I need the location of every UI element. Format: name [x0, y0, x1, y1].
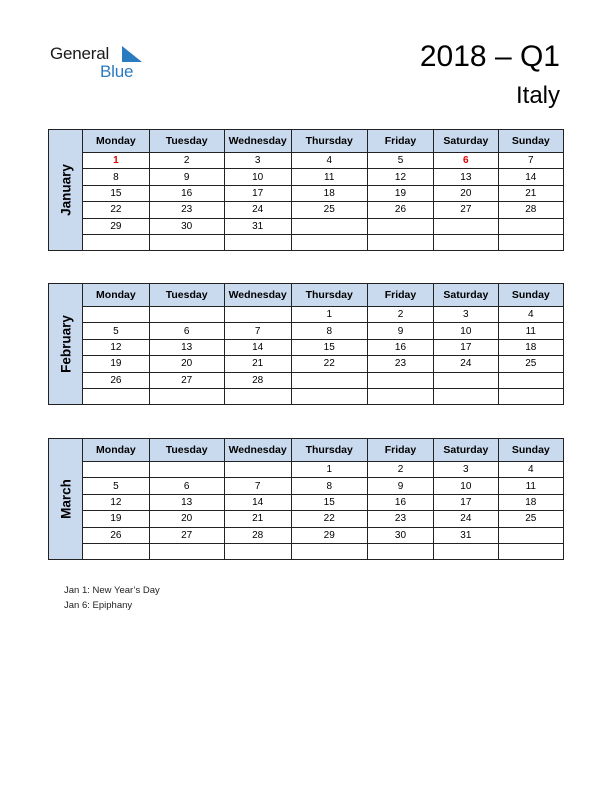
- weekday-header: Wednesday: [224, 439, 291, 462]
- day-cell: 20: [149, 356, 224, 372]
- day-cell: [291, 372, 367, 388]
- week-row: [49, 511, 564, 527]
- day-cell: 31: [434, 527, 499, 543]
- month-name: February: [58, 315, 74, 374]
- week-row: [49, 185, 564, 201]
- week-row: [49, 462, 564, 478]
- week-row: [49, 202, 564, 218]
- month-label-cell: [49, 439, 83, 560]
- logo-general-text: General: [50, 44, 110, 63]
- day-cell: [498, 388, 563, 404]
- week-row: [49, 234, 564, 250]
- day-cell: 20: [434, 185, 499, 201]
- logo-blue-text: Blue: [100, 62, 134, 81]
- day-cell: [149, 234, 224, 250]
- weekday-header: Wednesday: [224, 284, 291, 307]
- month-label-cell: [49, 130, 83, 251]
- day-cell: [149, 462, 224, 478]
- day-cell: 21: [498, 185, 563, 201]
- day-cell: 22: [291, 356, 367, 372]
- day-cell: [434, 372, 499, 388]
- month-table: [48, 438, 564, 560]
- holiday-notes: [64, 583, 160, 613]
- week-row: [49, 339, 564, 355]
- day-cell: 12: [367, 169, 433, 185]
- day-cell: 4: [291, 153, 367, 169]
- day-cell: 17: [224, 185, 291, 201]
- day-cell: 16: [367, 494, 433, 510]
- day-cell: [498, 543, 563, 559]
- day-cell: 1: [291, 307, 367, 323]
- day-cell: [498, 234, 563, 250]
- day-cell: 6: [434, 153, 499, 169]
- day-cell: 2: [367, 307, 433, 323]
- weekday-header: Tuesday: [149, 439, 224, 462]
- day-cell: 14: [224, 494, 291, 510]
- day-cell: [434, 234, 499, 250]
- day-cell: 26: [367, 202, 433, 218]
- day-cell: 6: [149, 478, 224, 494]
- day-cell: 11: [498, 323, 563, 339]
- day-cell: [83, 543, 149, 559]
- day-cell: 8: [291, 478, 367, 494]
- day-cell: 11: [291, 169, 367, 185]
- day-cell: [434, 543, 499, 559]
- day-cell: 3: [434, 307, 499, 323]
- day-cell: 23: [367, 511, 433, 527]
- holiday-note: Jan 6: Epiphany: [64, 600, 133, 611]
- day-cell: 15: [291, 494, 367, 510]
- day-cell: 28: [224, 372, 291, 388]
- day-cell: 29: [83, 218, 149, 234]
- day-cell: 25: [291, 202, 367, 218]
- day-cell: 26: [83, 527, 149, 543]
- day-cell: [434, 218, 499, 234]
- day-cell: [291, 543, 367, 559]
- day-cell: 7: [498, 153, 563, 169]
- week-row: [49, 307, 564, 323]
- day-cell: 13: [149, 339, 224, 355]
- day-cell: [367, 372, 433, 388]
- weekday-header: Saturday: [434, 439, 499, 462]
- day-cell: 23: [149, 202, 224, 218]
- day-cell: 10: [434, 478, 499, 494]
- day-cell: 5: [83, 323, 149, 339]
- day-cell: 1: [291, 462, 367, 478]
- day-cell: 12: [83, 494, 149, 510]
- day-cell: [291, 388, 367, 404]
- day-cell: 17: [434, 339, 499, 355]
- day-cell: 8: [291, 323, 367, 339]
- day-cell: 25: [498, 511, 563, 527]
- day-cell: [367, 543, 433, 559]
- day-cell: [224, 543, 291, 559]
- day-cell: 12: [83, 339, 149, 355]
- day-cell: 27: [149, 372, 224, 388]
- weekday-header: Sunday: [498, 439, 563, 462]
- logo: [50, 44, 150, 84]
- day-cell: 18: [291, 185, 367, 201]
- day-cell: 22: [291, 511, 367, 527]
- day-cell: [498, 372, 563, 388]
- weekday-header: Tuesday: [149, 284, 224, 307]
- day-cell: [224, 388, 291, 404]
- day-cell: 14: [224, 339, 291, 355]
- day-cell: 13: [434, 169, 499, 185]
- day-cell: 11: [498, 478, 563, 494]
- day-cell: 18: [498, 339, 563, 355]
- day-cell: 16: [149, 185, 224, 201]
- day-cell: [498, 218, 563, 234]
- day-cell: 26: [83, 372, 149, 388]
- day-cell: [224, 462, 291, 478]
- weekday-header: Friday: [367, 284, 433, 307]
- weekday-header: Friday: [367, 439, 433, 462]
- day-cell: 27: [434, 202, 499, 218]
- holiday-note: Jan 1: New Year’s Day: [64, 585, 160, 596]
- day-cell: 17: [434, 494, 499, 510]
- weekday-header: Tuesday: [149, 130, 224, 153]
- day-cell: 10: [224, 169, 291, 185]
- week-row: [49, 356, 564, 372]
- day-cell: 28: [498, 202, 563, 218]
- week-row: [49, 527, 564, 543]
- day-cell: 5: [83, 478, 149, 494]
- week-row: [49, 478, 564, 494]
- month-calendar-january: [48, 129, 564, 251]
- week-row: [49, 494, 564, 510]
- weekday-header: Thursday: [291, 130, 367, 153]
- day-cell: 15: [291, 339, 367, 355]
- weekday-header: Monday: [83, 130, 149, 153]
- day-cell: 29: [291, 527, 367, 543]
- day-cell: 30: [367, 527, 433, 543]
- week-row: [49, 153, 564, 169]
- month-label-cell: [49, 284, 83, 405]
- day-cell: 19: [83, 356, 149, 372]
- day-cell: 19: [83, 511, 149, 527]
- month-name: January: [58, 164, 74, 217]
- day-cell: 2: [367, 462, 433, 478]
- logo-triangle-icon: [122, 46, 142, 62]
- day-cell: 18: [498, 494, 563, 510]
- day-cell: [291, 234, 367, 250]
- day-cell: [367, 234, 433, 250]
- weekday-header: Sunday: [498, 284, 563, 307]
- day-cell: 3: [434, 462, 499, 478]
- day-cell: 8: [83, 169, 149, 185]
- day-cell: 10: [434, 323, 499, 339]
- day-cell: 28: [224, 527, 291, 543]
- weekday-header: Saturday: [434, 130, 499, 153]
- day-cell: 21: [224, 356, 291, 372]
- weekday-header: Monday: [83, 439, 149, 462]
- day-cell: 30: [149, 218, 224, 234]
- day-cell: [498, 527, 563, 543]
- week-row: [49, 218, 564, 234]
- day-cell: [83, 234, 149, 250]
- month-table: [48, 129, 564, 251]
- weekday-header: Wednesday: [224, 130, 291, 153]
- day-cell: [224, 307, 291, 323]
- weekday-header: Saturday: [434, 284, 499, 307]
- month-calendar-february: [48, 283, 564, 405]
- weekday-header: Thursday: [291, 284, 367, 307]
- month-calendar-march: [48, 438, 564, 560]
- day-cell: [83, 462, 149, 478]
- day-cell: 4: [498, 307, 563, 323]
- day-cell: [291, 218, 367, 234]
- day-cell: [83, 388, 149, 404]
- day-cell: 5: [367, 153, 433, 169]
- day-cell: 1: [83, 153, 149, 169]
- day-cell: 2: [149, 153, 224, 169]
- week-row: [49, 169, 564, 185]
- day-cell: 3: [224, 153, 291, 169]
- day-cell: 27: [149, 527, 224, 543]
- day-cell: 9: [367, 323, 433, 339]
- day-cell: 25: [498, 356, 563, 372]
- day-cell: [149, 543, 224, 559]
- day-cell: 23: [367, 356, 433, 372]
- day-cell: 9: [149, 169, 224, 185]
- day-cell: 20: [149, 511, 224, 527]
- month-table: [48, 283, 564, 405]
- day-cell: 24: [224, 202, 291, 218]
- page-title: 2018 – Q1: [419, 40, 560, 73]
- day-cell: [83, 307, 149, 323]
- weekday-header: Friday: [367, 130, 433, 153]
- day-cell: [367, 388, 433, 404]
- day-cell: 21: [224, 511, 291, 527]
- day-cell: 14: [498, 169, 563, 185]
- day-cell: 6: [149, 323, 224, 339]
- day-cell: 24: [434, 356, 499, 372]
- day-cell: [224, 234, 291, 250]
- week-row: [49, 323, 564, 339]
- day-cell: 9: [367, 478, 433, 494]
- day-cell: 15: [83, 185, 149, 201]
- week-row: [49, 388, 564, 404]
- day-cell: 31: [224, 218, 291, 234]
- country-name: Italy: [515, 82, 560, 109]
- weekday-header: Thursday: [291, 439, 367, 462]
- week-row: [49, 372, 564, 388]
- day-cell: 13: [149, 494, 224, 510]
- day-cell: [367, 218, 433, 234]
- day-cell: [149, 307, 224, 323]
- weekday-header: Sunday: [498, 130, 563, 153]
- day-cell: 19: [367, 185, 433, 201]
- day-cell: 7: [224, 478, 291, 494]
- month-name: March: [58, 479, 74, 520]
- day-cell: 4: [498, 462, 563, 478]
- week-row: [49, 543, 564, 559]
- day-cell: 24: [434, 511, 499, 527]
- day-cell: 16: [367, 339, 433, 355]
- day-cell: 22: [83, 202, 149, 218]
- day-cell: [434, 388, 499, 404]
- weekday-header: Monday: [83, 284, 149, 307]
- day-cell: [149, 388, 224, 404]
- day-cell: 7: [224, 323, 291, 339]
